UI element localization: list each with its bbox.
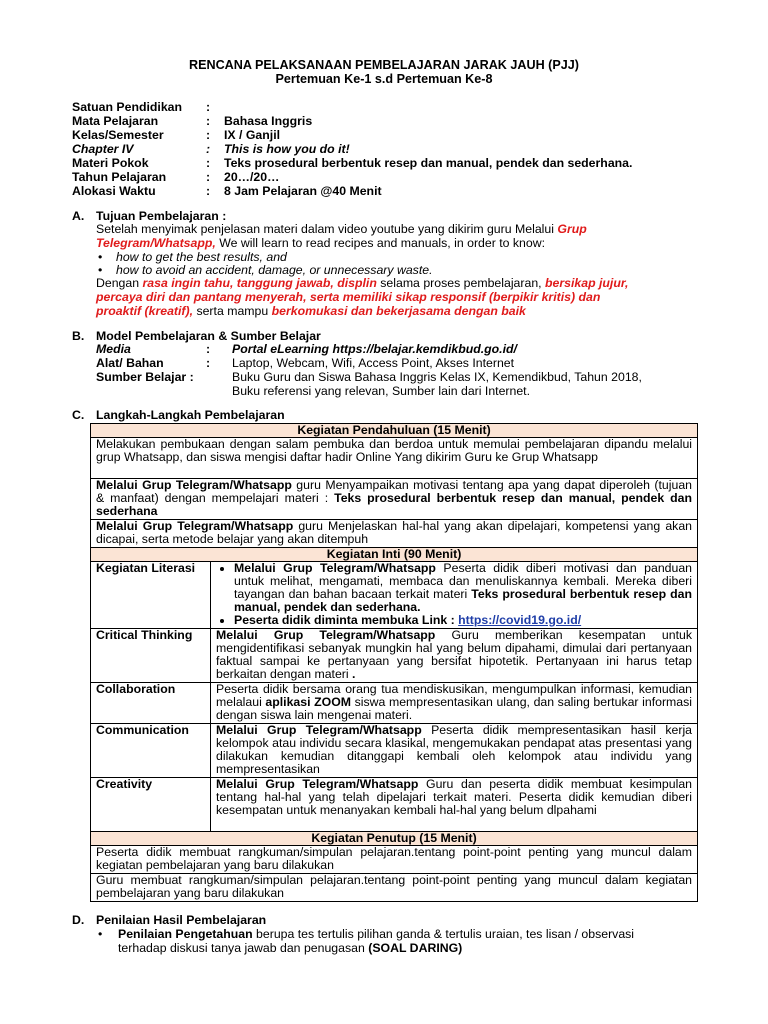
alat-label: Alat/ Bahan <box>96 356 164 370</box>
covid-link[interactable]: https://covid19.go.id/ <box>458 613 582 627</box>
pendahuluan-step-1: Melakukan pembukaan dengan salam pembuka dan berdoa untuk memulai pembelajaran dipandu melalui grup Whatsapp, dan siswa mengisi daftar hadir Online Yang dikirim Guru ke Grup Whatsapp <box>91 438 698 479</box>
info-value: IX / Ganjil <box>224 128 281 142</box>
text: Peserta didik bersama orang tua mendiskusikan, mengumpulkan informasi, kemudian melalaui <box>216 682 693 709</box>
section-letter: A. <box>72 209 85 223</box>
bold-text: (SOAL DARING) <box>368 941 463 955</box>
media-colon: : <box>206 342 211 356</box>
text: Guru dan peserta didik membuat kesimpulan tentang hal-hal yang telah dipelajari terkait materi. Peserta didik kemudian diberi kesempatan untuk menanyakan kembali hal-hal yang belum dlpahami <box>216 777 693 817</box>
section-title: Langkah-Langkah Pembelajaran <box>96 408 285 422</box>
bold-text: Peserta didik diminta membuka Link : <box>234 613 459 627</box>
penutup-step-1: Peserta didik membuat rangkuman/simpulan pelajaran.tentang point-point penting yang muncul dalam kegiatan pembelajaran yang baru dilakukan <box>91 846 698 874</box>
info-colon: : <box>206 170 211 184</box>
table-row <box>91 778 698 832</box>
bold-text: Melalui Grup Telegram/Whatsapp <box>96 478 292 492</box>
table-row <box>91 629 698 683</box>
learning-steps-table <box>90 423 698 902</box>
table-row <box>91 548 698 562</box>
alat-value: Laptop, Webcam, Wifi, Access Point, Akses Internet <box>232 356 515 370</box>
info-colon: : <box>206 156 211 170</box>
penutup-step-2: Guru membuat rangkuman/simpulan pelajaran.tentang point-point penting yang muncul dalam kegiatan pembelajaran yang baru dilakukan <box>91 874 698 902</box>
media-text: Portal eLearning <box>232 342 333 356</box>
section-letter: D. <box>72 913 85 927</box>
text: Peserta didik mempresentasikan hasil kerja kelompok atau individu secara klasikal, mengemukakan pendapat atas presentasi yang dilakukan kemudian ditanggapi kembali oleh kelompok atau individu yang mempresentasikan <box>216 723 693 776</box>
communication-label: Communication <box>91 724 211 778</box>
sumber-value-1: Buku Guru dan Siswa Bahasa Inggris Kelas IX, Kemendikbud, Tahun 2018, <box>232 370 642 384</box>
table-row <box>91 724 698 778</box>
penutup-header: Kegiatan Penutup (15 Menit) <box>91 832 698 846</box>
table-row <box>91 846 698 874</box>
literasi-list <box>216 562 692 627</box>
bold-text: Melalui Grup Telegram/Whatsapp <box>216 628 436 642</box>
sumber-value-2: Buku referensi yang relevan, Sumber lain dari Internet. <box>232 384 531 398</box>
bullet-icon: • <box>98 263 103 277</box>
collaboration-cell <box>211 683 698 724</box>
section-title: Penilaian Hasil Pembelajaran <box>96 913 267 927</box>
tujuan-line-4: percaya diri dan pantang menyerah, serta memiliki sikap responsif (berpikir kritis) dan <box>96 290 601 304</box>
bullet-text: how to get the best results, and <box>116 250 287 264</box>
info-label: Satuan Pendidikan <box>72 100 183 114</box>
collaboration-label: Collaboration <box>91 683 211 724</box>
pendahuluan-header: Kegiatan Pendahuluan (15 Menit) <box>91 424 698 438</box>
section-d-heading <box>72 913 266 927</box>
info-value: Bahasa Inggris <box>224 114 313 128</box>
info-value: 20…/20… <box>224 170 280 184</box>
penilaian-text <box>118 927 634 941</box>
pendahuluan-step-2 <box>91 479 698 520</box>
info-label: Mata Pelajaran <box>72 114 159 128</box>
info-value: 8 Jam Pelajaran @40 Menit <box>224 184 382 198</box>
info-value: This is how you do it! <box>224 142 350 156</box>
bold-text: aplikasi ZOOM <box>265 695 352 709</box>
info-colon: : <box>206 128 211 142</box>
text: berupa tes tertulis pilihan ganda & tertulis uraian, tes lisan / observasi <box>252 927 635 941</box>
alat-colon: : <box>206 356 211 370</box>
info-label: Chapter IV <box>72 142 134 156</box>
creativity-cell <box>211 778 698 832</box>
media-link[interactable]: https://belajar.kemdikbud.go.id/ <box>332 342 517 356</box>
text: Peserta didik diberi motivasi dan panduan untuk melihat, mengamati, membaca dan menuliskannya kembali. Mereka diberi tayangan dan bahan bacaan terkait materi <box>234 561 693 601</box>
tujuan-line-2 <box>96 236 545 250</box>
bold-text: Melalui Grup Telegram/Whatsapp <box>234 561 436 575</box>
document-title: RENCANA PELAKSANAAN PEMBELAJARAN JARAK JAUH (PJJ) <box>189 58 579 72</box>
info-colon: : <box>206 142 211 156</box>
red-text: Telegram/Whatsapp, <box>96 236 216 250</box>
critical-cell <box>211 629 698 683</box>
info-label: Tahun Pelajaran <box>72 170 167 184</box>
bullet-icon: • <box>98 927 103 941</box>
red-text: Grup <box>557 222 587 236</box>
sumber-row <box>96 370 642 384</box>
communication-cell <box>211 724 698 778</box>
table-row <box>91 562 698 629</box>
info-colon: : <box>206 100 211 114</box>
pendahuluan-step-3 <box>91 520 698 548</box>
info-label: Alokasi Waktu <box>72 184 156 198</box>
media-label: Media <box>96 342 131 356</box>
section-letter: B. <box>72 329 85 343</box>
text: siswa mempresentasikan ulang, dan saling bertukar informasi dengan siswa lain mengenai materi. <box>216 695 693 722</box>
document-subtitle: Pertemuan Ke-1 s.d Pertemuan Ke-8 <box>275 72 493 86</box>
text: Guru memberikan kesempatan untuk mengidentifikasi sebanyak mungkin hal yang belum dipahami, dimulai dari pertanyaan faktual sampai ke pertanyaan yang bersifat hipotetik. Pertanyaan ini harus tetap berkaitan dengan materi <box>216 628 693 681</box>
bold-text: Melalui Grup Telegram/Whatsapp <box>216 723 422 737</box>
text: Setelah menyimak penjelasan materi dalam video youtube yang dikirim guru Melalui <box>96 222 558 236</box>
red-text: bersikap jujur, <box>545 276 629 290</box>
tujuan-line-5 <box>96 304 526 318</box>
text: guru Menyampaikan motivasi tentang apa yang dapat diperoleh (tujuan & manfaat) dengan mempelajari materi : <box>96 478 693 505</box>
info-label: Kelas/Semester <box>72 128 164 142</box>
table-row <box>91 424 698 438</box>
info-label: Materi Pokok <box>72 156 149 170</box>
info-colon: : <box>206 184 211 198</box>
sumber-label: Sumber Belajar : <box>96 370 194 384</box>
penilaian-line-2 <box>118 941 462 955</box>
media-row <box>96 342 517 356</box>
bold-text: Teks prosedural berbentuk resep dan manual, pendek dan sederhana. <box>234 587 693 614</box>
bold-text: Melalui Grup Telegram/Whatsapp <box>96 519 294 533</box>
section-c-heading <box>72 408 285 422</box>
text: terhadap diskusi tanya jawab dan penugasan <box>118 941 369 955</box>
bold-text: Teks prosedural berbentuk resep dan manual, pendek dan sederhana <box>96 491 692 518</box>
inti-header: Kegiatan Inti (90 Menit) <box>91 548 698 562</box>
media-value <box>232 342 517 356</box>
list-item <box>234 562 692 614</box>
info-colon: : <box>206 114 211 128</box>
critical-label: Critical Thinking <box>91 629 211 683</box>
section-title: Model Pembelajaran & Sumber Belajar <box>96 329 321 343</box>
text: serta mampu <box>193 304 272 318</box>
creativity-label: Creativity <box>91 778 211 832</box>
table-row <box>91 683 698 724</box>
section-title: Tujuan Pembelajaran : <box>96 209 227 223</box>
table-row <box>91 438 698 479</box>
red-text: rasa ingin tahu, tanggung jawab, displin <box>142 276 377 290</box>
list-item <box>234 614 692 627</box>
text: We will learn to read recipes and manuals, in order to know: <box>215 236 546 250</box>
bullet-icon: • <box>98 250 103 264</box>
bold-text: Melalui Grup Telegram/Whatsapp <box>216 777 419 791</box>
table-row <box>91 479 698 520</box>
tujuan-line-1 <box>96 222 587 236</box>
bold-text: Penilaian Pengetahuan <box>118 927 253 941</box>
text: guru Menjelaskan hal-hal yang akan dipelajari, kompetensi yang akan dicapai, serta metode belajar yang akan ditempuh <box>96 519 692 546</box>
text: selama proses pembelajaran, <box>376 276 545 290</box>
red-text: proaktif (kreatif), <box>96 304 194 318</box>
table-row <box>91 874 698 902</box>
red-text: berkomukasi dan bekerjasama dengan baik <box>271 304 526 318</box>
bold-text: . <box>352 667 356 681</box>
section-letter: C. <box>72 408 85 422</box>
tujuan-line-3 <box>96 276 628 290</box>
info-value: Teks prosedural berbentuk resep dan manual, pendek dan sederhana. <box>224 156 633 170</box>
table-row <box>91 832 698 846</box>
bullet-text: how to avoid an accident, damage, or unnecessary waste. <box>116 263 433 277</box>
text: Dengan <box>96 276 143 290</box>
literasi-label: Kegiatan Literasi <box>91 562 211 629</box>
literasi-cell <box>211 562 698 629</box>
penilaian-bullet <box>98 927 635 941</box>
alat-row <box>96 356 515 370</box>
table-row <box>91 520 698 548</box>
